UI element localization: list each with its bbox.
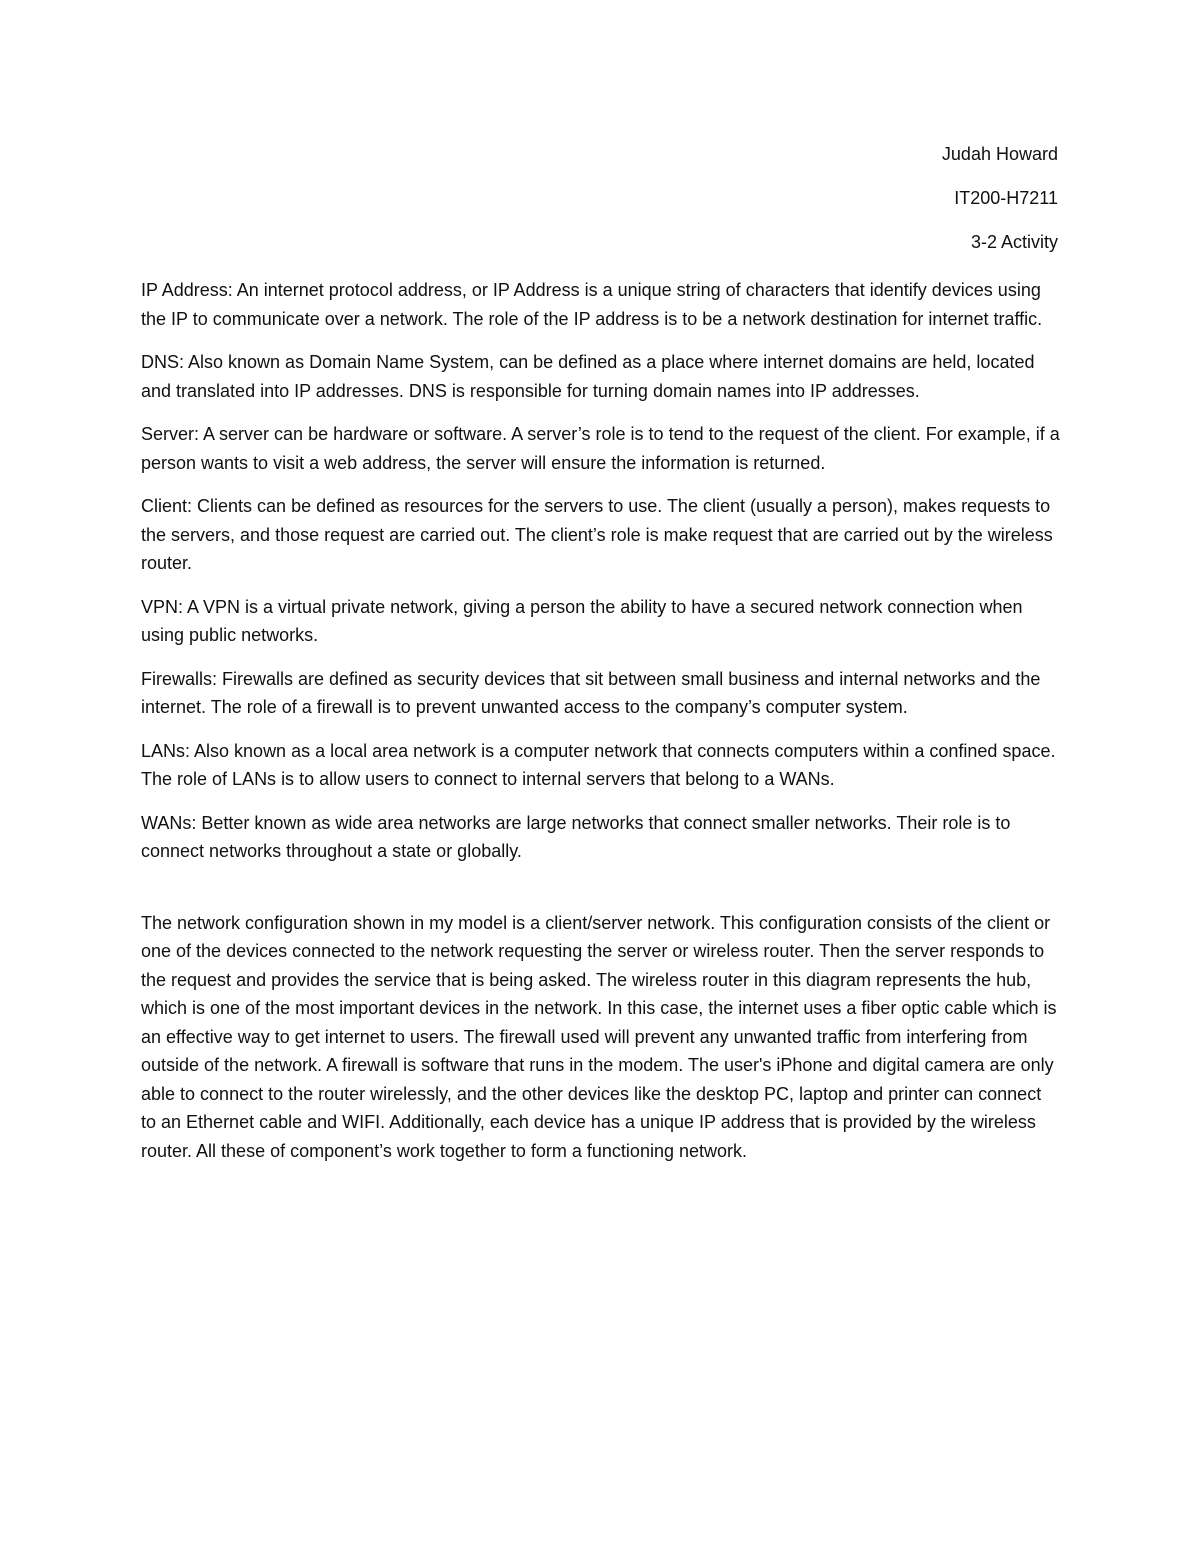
definition-lans: LANs: Also known as a local area network is a computer network that connects computers within a confined space. The role of LANs is to allow users to connect to internal servers that belong to a WANs. xyxy=(141,740,1056,789)
paragraph-spacer xyxy=(141,881,1061,909)
author-name: Judah Howard xyxy=(941,144,1058,164)
definition-firewalls: Firewalls: Firewalls are defined as security devices that sit between small business and internal networks and the internet. The role of a firewall is to prevent unwanted access to the company’s computer system. xyxy=(141,668,1041,717)
definition-server: Server: A server can be hardware or software. A server’s role is to tend to the request of the client. For example, if a person wants to visit a web address, the server will ensure the information is returned. xyxy=(141,424,1060,473)
document-header xyxy=(942,143,1058,275)
summary-paragraph: The network configuration shown in my model is a client/server network. This configuration consists of the client or one of the devices connected to the network requesting the server or wireless router. Then the server responds to the request and provides the service that is being asked. The wireless router in this diagram represents the hub, which is one of the most important devices in the network. In this case, the internet uses a fiber optic cable which is an effective way to get internet to users. The firewall used will prevent any unwanted traffic from interfering from outside of the network. A firewall is software that runs in the modem. The user's iPhone and digital camera are only able to connect to the router wirelessly, and the other devices like the desktop PC, laptop and printer can connect to an Ethernet cable and WIFI. Additionally, each device has a unique IP address that is provided by the wireless router. All these of component’s work together to form a functioning network. xyxy=(141,912,1057,1161)
definition-wans: WANs: Better known as wide area networks are large networks that connect smaller networks. Their role is to connect networks throughout a state or globally. xyxy=(141,812,1011,861)
assignment-title: 3-2 Activity xyxy=(970,232,1058,252)
definition-client: Client: Clients can be defined as resources for the servers to use. The client (usually a person), makes requests to the servers, and those request are carried out. The client’s role is make request that are carried out by the wireless router. xyxy=(141,496,1053,573)
definition-vpn: VPN: A VPN is a virtual private network, giving a person the ability to have a secured network connection when using public networks. xyxy=(141,596,1023,645)
definition-ip-address: IP Address: An internet protocol address, or IP Address is a unique string of characters that identify devices using the IP to communicate over a network. The role of the IP address is to be a network destination for internet traffic. xyxy=(141,280,1043,329)
document-body xyxy=(141,276,1061,1180)
definition-dns: DNS: Also known as Domain Name System, can be defined as a place where internet domains are held, located and translated into IP addresses. DNS is responsible for turning domain names into IP addresses. xyxy=(141,352,1035,401)
course-code: IT200-H7211 xyxy=(954,188,1058,208)
